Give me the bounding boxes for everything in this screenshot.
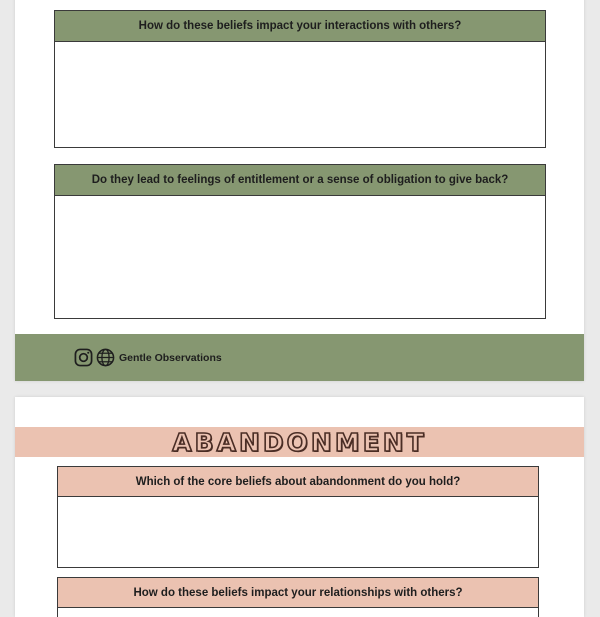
worksheet-page-2 bbox=[15, 397, 584, 617]
section-title: ABANDONMENT bbox=[172, 427, 427, 457]
question-header: Do they lead to feelings of entitlement or a sense of obligation to give back? bbox=[55, 165, 545, 196]
question-box bbox=[54, 10, 546, 148]
instagram-icon[interactable] bbox=[74, 348, 93, 367]
question-box bbox=[57, 466, 539, 568]
footer-icons bbox=[74, 348, 115, 367]
question-box bbox=[57, 577, 539, 617]
worksheet-page-1 bbox=[15, 0, 584, 381]
globe-icon[interactable] bbox=[96, 348, 115, 367]
question-header: How do these beliefs impact your relationships with others? bbox=[58, 578, 538, 608]
question-header: Which of the core beliefs about abandonment do you hold? bbox=[58, 467, 538, 497]
question-header: How do these beliefs impact your interactions with others? bbox=[55, 11, 545, 42]
footer-band bbox=[15, 334, 584, 381]
section-title-band bbox=[15, 427, 584, 457]
footer-brand-label: Gentle Observations bbox=[119, 351, 222, 364]
question-box bbox=[54, 164, 546, 319]
